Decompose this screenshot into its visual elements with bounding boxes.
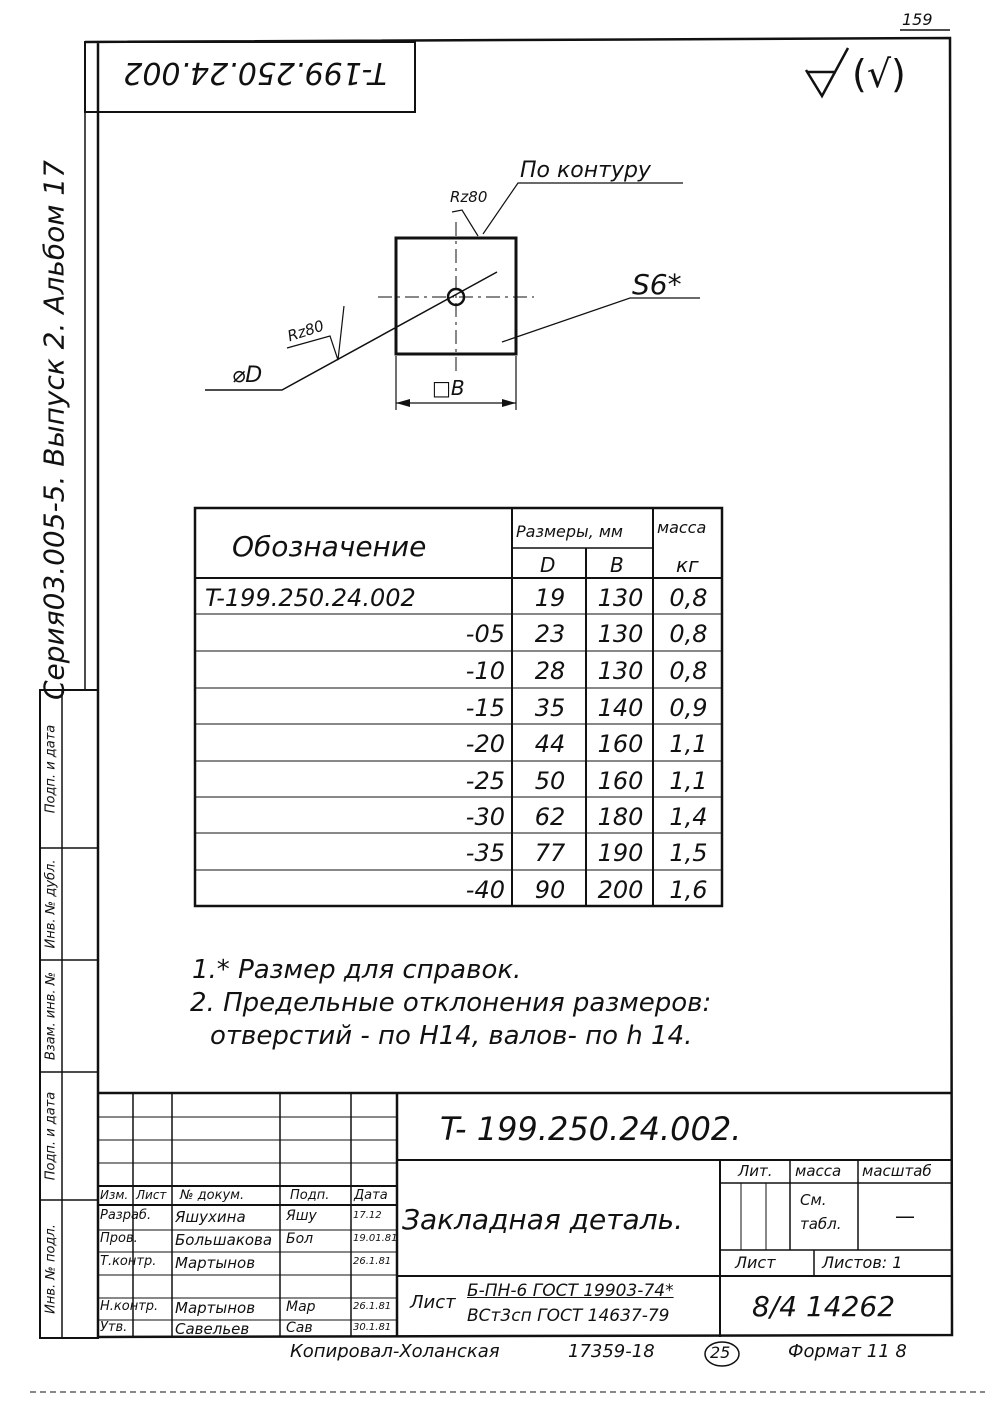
tb-person-name: Большакова xyxy=(175,1231,273,1249)
roughness-top-label: Rz80 xyxy=(450,188,488,206)
tb-person-signature: Сав xyxy=(286,1320,313,1336)
table-row-d: 35 xyxy=(534,694,566,722)
tb-person-signature: Яшу xyxy=(286,1208,317,1224)
table-row-d: 23 xyxy=(534,620,566,648)
tb-person-name: Савельев xyxy=(175,1320,250,1338)
roughness-symbol: (√) xyxy=(852,52,906,96)
table-row-b: 130 xyxy=(597,620,644,648)
material-bottom: ВСт3сп ГОСТ 14637-79 xyxy=(467,1306,670,1326)
table-row-mass: 0,8 xyxy=(669,657,708,685)
table-row-d: 90 xyxy=(534,876,566,904)
table-row-d: 19 xyxy=(534,584,566,612)
table-row-b: 200 xyxy=(597,876,644,904)
table-row-designation: -35 xyxy=(465,839,505,867)
note-3: отверстий - по H14, валов- по h 14. xyxy=(210,1021,693,1051)
table-header-mass: масса xyxy=(657,518,707,537)
note-2: 2. Предельные отклонения размеров: xyxy=(190,988,712,1018)
table-header-b: B xyxy=(610,553,624,577)
footer-order-number: 17359-18 xyxy=(568,1341,655,1362)
table-row-designation: -05 xyxy=(465,620,505,648)
diameter-label: ⌀D xyxy=(232,363,263,388)
tb-header-izm: Изм. xyxy=(100,1188,129,1202)
top-stamp: T-199.250.24.002 xyxy=(123,55,387,90)
series-label: Серия03.005-5. Выпуск 2. Альбом 17 xyxy=(37,160,71,700)
tb-person-name: Мартынов xyxy=(175,1254,256,1272)
tb-scale-label: масштаб xyxy=(862,1162,932,1180)
side-label-vzam-inv: Взам. инв. № xyxy=(43,971,59,1061)
table-row-mass: 1,1 xyxy=(669,767,708,795)
table-row-b: 160 xyxy=(597,730,644,758)
tb-person-role: Н.контр. xyxy=(100,1299,159,1314)
side-dimension-label: □B xyxy=(432,376,465,400)
table-row-mass: 1,4 xyxy=(669,803,708,831)
tb-sheet-label: Лист xyxy=(735,1253,776,1272)
table-row-mass: 0,8 xyxy=(669,620,708,648)
tb-scale-value: — xyxy=(895,1204,915,1228)
tb-header-sign: Подп. xyxy=(290,1188,330,1203)
note-1: 1.* Размер для справок. xyxy=(192,955,522,985)
side-label-podp-data-upper: Подп. и дата xyxy=(43,724,59,814)
tb-person-role: Утв. xyxy=(100,1320,128,1335)
table-row-b: 130 xyxy=(597,657,644,685)
table-row-designation: T-199.250.24.002 xyxy=(205,584,416,612)
side-label-inv-podl: Инв. № подл. xyxy=(43,1224,59,1314)
tb-person-name: Мартынов xyxy=(175,1299,256,1317)
tb-person-date: 30.1.81 xyxy=(353,1322,392,1333)
table-row-mass: 0,8 xyxy=(669,584,708,612)
tb-org-code: 8/4 14262 xyxy=(752,1290,896,1323)
table-header-designation: Обозначение xyxy=(232,530,427,563)
tb-person-signature: Бол xyxy=(286,1231,314,1247)
table-row-b: 180 xyxy=(597,803,644,831)
table-row-d: 44 xyxy=(534,730,566,758)
table-row-designation: -20 xyxy=(465,730,505,758)
table-row-designation: -40 xyxy=(465,876,505,904)
tb-header-list: Лист xyxy=(136,1188,167,1202)
tb-person-role: Пров. xyxy=(100,1231,138,1246)
tb-person-date: 17.12 xyxy=(353,1210,382,1221)
material-prefix: Лист xyxy=(410,1292,456,1313)
footer-copied-by: Копировал-Холанская xyxy=(290,1341,500,1362)
tb-person-date: 26.1.81 xyxy=(353,1256,392,1267)
table-row-b: 130 xyxy=(597,584,644,612)
table-row-b: 190 xyxy=(597,839,644,867)
table-header-dimensions: Размеры, мм xyxy=(516,522,623,541)
footer-circled-number: 25 xyxy=(710,1343,731,1362)
side-label-podp-data-lower: Подп. и дата xyxy=(43,1091,59,1181)
table-row-designation: -30 xyxy=(465,803,505,831)
tb-person-name: Яшухина xyxy=(175,1208,246,1226)
tb-header-doc: № докум. xyxy=(180,1188,245,1203)
table-row-designation: -25 xyxy=(465,767,505,795)
table-row-d: 50 xyxy=(534,767,566,795)
table-header-kg: кг xyxy=(676,553,699,577)
tb-mass-value: См. табл. xyxy=(800,1191,842,1233)
tb-person-role: Разраб. xyxy=(100,1208,152,1223)
table-row-mass: 1,1 xyxy=(669,730,708,758)
table-row-mass: 1,5 xyxy=(669,839,708,867)
material-top: Б-ПН-6 ГОСТ 19903-74* xyxy=(467,1281,674,1301)
tb-person-role: Т.контр. xyxy=(100,1254,157,1269)
thickness-label: S6* xyxy=(632,268,682,301)
table-row-mass: 1,6 xyxy=(669,876,708,904)
footer-format: Формат 11 8 xyxy=(788,1341,907,1362)
title-block-part-name: Закладная деталь. xyxy=(402,1203,683,1236)
tb-sheets-count: Листов: 1 xyxy=(822,1253,903,1272)
corner-mark: 159 xyxy=(902,10,933,29)
table-row-mass: 0,9 xyxy=(669,694,708,722)
tb-person-signature: Мар xyxy=(286,1299,316,1315)
table-row-d: 77 xyxy=(534,839,566,867)
contour-note: По контуру xyxy=(520,158,651,183)
table-row-designation: -15 xyxy=(465,694,505,722)
tb-person-date: 26.1.81 xyxy=(353,1301,392,1312)
roughness-left-label: Rz80 xyxy=(285,316,327,346)
table-row-b: 140 xyxy=(597,694,644,722)
tb-lit-label: Лит. xyxy=(738,1162,773,1180)
tb-person-date: 19.01.81 xyxy=(353,1233,398,1244)
table-header-d: D xyxy=(540,553,556,577)
table-row-d: 62 xyxy=(534,803,566,831)
tb-mass-label: масса xyxy=(795,1162,842,1180)
table-row-designation: -10 xyxy=(465,657,505,685)
side-label-inv-dubl: Инв. № дубл. xyxy=(43,859,59,949)
table-row-b: 160 xyxy=(597,767,644,795)
title-block-designation: T- 199.250.24.002. xyxy=(440,1110,742,1148)
table-row-d: 28 xyxy=(534,657,566,685)
tb-header-date: Дата xyxy=(354,1188,388,1203)
